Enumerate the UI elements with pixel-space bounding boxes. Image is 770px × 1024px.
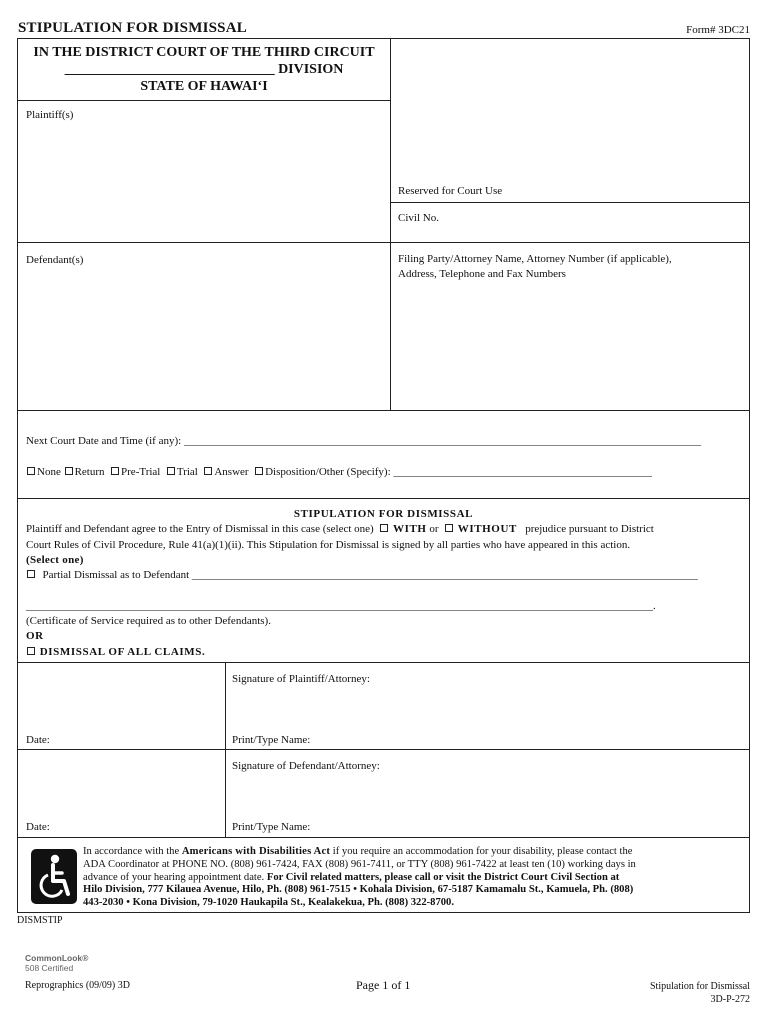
court-heading [18, 44, 390, 95]
ada-line4: Hilo Division, 777 Kilauea Avenue, Hilo, Ph. (808) 961-7515 • Kohala Division, 67-5187 Kamamalu St., Kamuela, Ph. (808) [83, 884, 634, 896]
none-checkbox[interactable] [27, 467, 35, 475]
specify-blank[interactable]: _______________________________________________ [393, 466, 652, 478]
footer-right [650, 980, 750, 1006]
signature-bottom-divider [17, 837, 750, 838]
partial-checkbox[interactable] [27, 570, 35, 578]
form-number: Form# 3DC21 [686, 24, 750, 36]
without-checkbox[interactable] [445, 524, 453, 532]
next-court-bottom-divider [17, 498, 750, 499]
filing-party-line1: Filing Party/Attorney Name, Attorney Number (if applicable), [398, 253, 672, 265]
filing-party-line2: Address, Telephone and Fax Numbers [398, 268, 566, 280]
commonlook-logo [25, 953, 88, 973]
certificate-note: (Certificate of Service required as to other Defendants). [26, 615, 271, 627]
division-label: DIVISION [278, 62, 344, 77]
division-blank[interactable]: ______________________________ [64, 62, 275, 77]
civil-no-label: Civil No. [398, 212, 439, 224]
filing-party-label [398, 252, 672, 282]
or-word: or [429, 523, 439, 535]
ada-act: Americans with Disabilities Act [181, 846, 331, 857]
select-one: (Select one) [26, 554, 84, 566]
all-claims-label: DISMISSAL OF ALL CLAIMS. [39, 646, 206, 658]
pretrial-checkbox[interactable] [111, 467, 119, 475]
opt-other: Disposition/Other (Specify): [265, 466, 391, 478]
next-court-label: Next Court Date and Time (if any): [26, 435, 182, 447]
wheelchair-icon [31, 849, 77, 904]
defendant-label: Defendant(s) [26, 254, 84, 266]
all-claims-row [26, 645, 205, 661]
page-number: Page 1 of 1 [356, 978, 411, 992]
signature-divider [17, 749, 750, 750]
plaintiff-label: Plaintiff(s) [26, 109, 74, 121]
court-line1: IN THE DISTRICT COURT OF THE THIRD CIRCUIT [33, 45, 375, 60]
ada-t1c: if you require an accommodation for your disability, please contact the [330, 846, 633, 857]
defendant-signature-label: Signature of Defendant/Attorney: [232, 760, 380, 772]
trial-checkbox[interactable] [167, 467, 175, 475]
commonlook-cert: 508 Certified [25, 963, 74, 973]
opt-return: Return [74, 466, 105, 478]
ada-line3 [83, 872, 636, 885]
partial-continuation-blank[interactable]: __________________________________________________________________________________________________________________. [26, 600, 656, 612]
next-court-blank[interactable]: ______________________________________________________________________________________________ [183, 435, 701, 447]
without-label: WITHOUT [457, 523, 517, 535]
form-code: DISMSTIP [17, 915, 63, 926]
division-line [18, 61, 390, 78]
reserved-label: Reserved for Court Use [398, 185, 503, 197]
ada-civil: For Civil related matters, please call or visit the District Court Civil Section at [266, 871, 620, 883]
ada-notice [83, 846, 636, 910]
partial-label: Partial Dismissal as to Defendant [42, 569, 190, 581]
ada-t3: advance of your hearing appointment date. [83, 871, 267, 883]
defendant-print-name-label: Print/Type Name: [232, 821, 311, 833]
stipulation-bottom-divider [17, 662, 750, 663]
partial-dismissal-row [26, 568, 698, 584]
ada-line5: 443-2030 • Kona Division, 79-1020 Haukapila St., Kealakekua, Ph. (808) 322-8700. [83, 897, 454, 909]
plaintiff-signature-label: Signature of Plaintiff/Attorney: [232, 673, 370, 685]
opt-trial: Trial [176, 466, 198, 478]
with-label: WITH [392, 523, 427, 535]
footer-doc-code: 3D-P-272 [710, 994, 750, 1005]
opt-answer: Answer [214, 466, 249, 478]
stip-text1: Plaintiff and Defendant agree to the Entry of Dismissal in this case (select one) [26, 523, 374, 535]
all-claims-checkbox[interactable] [27, 647, 35, 655]
opt-pretrial: Pre-Trial [121, 466, 161, 478]
party-divider [17, 242, 391, 243]
partial-blank[interactable]: ____________________________________________________________________________________________ [191, 569, 698, 581]
stipulation-line1 [26, 522, 654, 538]
stip-text1-end: prejudice pursuant to District [525, 523, 654, 535]
reserved-divider [390, 202, 750, 203]
court-heading-divider [17, 100, 391, 101]
answer-checkbox[interactable] [204, 467, 212, 475]
stipulation-heading: STIPULATION FOR DISMISSAL [293, 508, 474, 520]
commonlook-brand: CommonLook® [25, 953, 89, 963]
stip-text2: Court Rules of Civil Procedure, Rule 41(a)(1)(ii). This Stipulation for Dismissal is signed by all parties who have appeared in this action. [26, 539, 631, 551]
ada-line2: ADA Coordinator at PHONE NO. (808) 961-7424, FAX (808) 961-7411, or TTY (808) 961-7422 at least ten (10) working days in [83, 858, 636, 870]
plaintiff-print-name-label: Print/Type Name: [232, 734, 311, 746]
court-state: STATE OF HAWAI‘I [140, 79, 268, 94]
next-court-row [26, 434, 701, 449]
civil-no-divider [390, 242, 750, 243]
return-checkbox[interactable] [65, 467, 73, 475]
plaintiff-date-label: Date: [26, 734, 50, 746]
or-label: OR [26, 630, 44, 642]
footer-doc-title: Stipulation for Dismissal [650, 981, 750, 992]
parties-bottom-divider [17, 410, 750, 411]
reprographics: Reprographics (09/09) 3D [25, 980, 130, 991]
defendant-date-label: Date: [26, 821, 50, 833]
with-checkbox[interactable] [380, 524, 388, 532]
hearing-type-row [26, 465, 652, 480]
other-checkbox[interactable] [255, 467, 263, 475]
ada-line1 [83, 846, 636, 859]
left-column-divider [390, 38, 391, 410]
form-title: STIPULATION FOR DISMISSAL [18, 20, 247, 36]
opt-none: None [37, 466, 61, 478]
ada-t1: In accordance with the [83, 846, 182, 857]
